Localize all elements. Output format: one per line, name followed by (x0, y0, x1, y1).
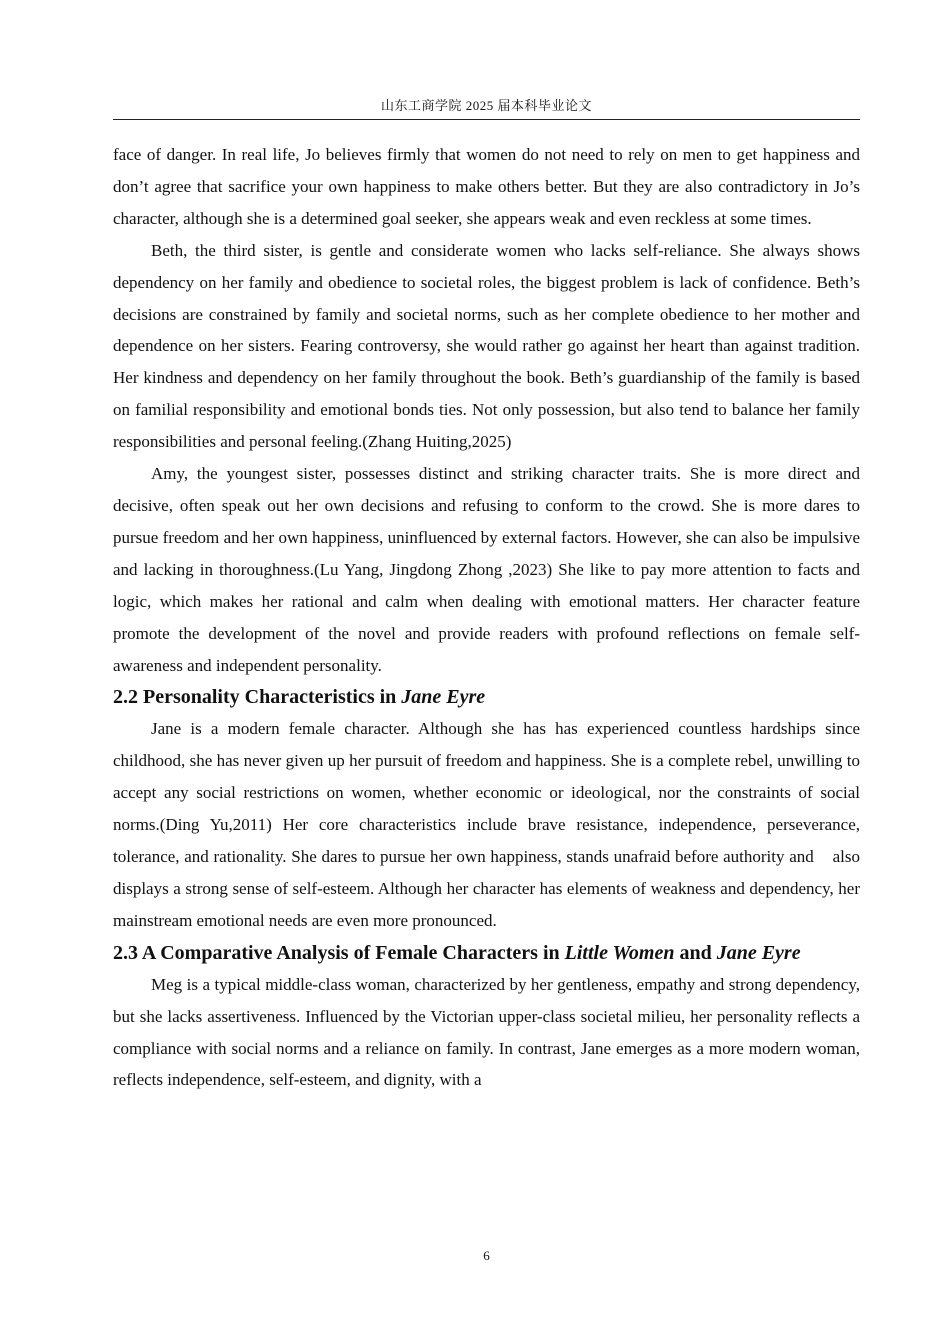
section-heading-2-3 (113, 937, 860, 969)
section-heading-2-3-conjunction: and (674, 941, 717, 964)
paragraph-meg-comparison: Meg is a typical middle-class woman, characterized by her gentleness, empathy and strong dependency, but she lacks assertiveness. Influenced by the Victorian upper-class societal milieu, her personality reflects a compliance with social norms and a reliance on family. In contrast, Jane emerges as a more modern woman, reflects independence, self-esteem, and dignity, with a (113, 974, 860, 1090)
section-heading-2-2-title: Jane Eyre (401, 686, 486, 709)
section-heading-2-2-text: 2.2 Personality Characteristics in (113, 686, 402, 709)
section-heading-2-3-title-2: Jane Eyre (716, 941, 801, 964)
paragraph-jo-continued: face of danger. In real life, Jo believes firmly that women do not need to rely on men to get happiness and don’t agree that sacrifice your own happiness to make others better. But they are also contradictory in Jo’s character, although she is a determined goal seeker, she appears weak and even reckless at some times. (113, 145, 860, 228)
paragraph-amy: Amy, the youngest sister, possesses distinct and striking character traits. She is more direct and decisive, often speak out her own decisions and refusing to conform to the crowd. She is more dares to pursue freedom and her own happiness, uninfluenced by external factors. However, she can also be impulsive and lacking in thoroughness.(Lu Yang, Jingdong Zhong ,2023) She like to pay more attention to facts and logic, which makes her rational and calm when dealing with emotional matters. Her character feature promote the development of the novel and provide readers with profound reflections on female self-awareness and independent personality. (113, 464, 860, 675)
page-header: 山东工商学院 2025 届本科毕业论文 (380, 98, 592, 113)
page-number: 6 (483, 1248, 490, 1263)
body-text (113, 139, 860, 1096)
paragraph-jane: Jane is a modern female character. Although she has has experienced countless hardships since childhood, she has never given up her pursuit of freedom and happiness. She is a complete rebel, unwilling to accept any social restrictions on women, whether economic or ideological, nor the constraints of social norms.(Ding Yu,2011) Her core characteristics include brave resistance, independence, perseverance, tolerance, and rationality. She dares to pursue her own happiness, stands unafraid before authority and also displays a strong sense of self-esteem. Although her character has elements of weakness and dependency, her mainstream emotional needs are even more pronounced. (113, 719, 860, 930)
section-heading-2-3-title-1: Little Women (564, 941, 675, 964)
section-heading-2-2 (113, 681, 860, 713)
section-heading-2-3-text: 2.3 A Comparative Analysis of Female Characters in (113, 941, 565, 964)
header-rule (113, 119, 860, 120)
paragraph-beth: Beth, the third sister, is gentle and considerate women who lacks self-reliance. She always shows dependency on her family and obedience to societal roles, the biggest problem is lack of confidence. Beth’s decisions are constrained by family and societal norms, such as her complete obedience to her mother and dependence on her sisters. Fearing controversy, she would rather go against her heart than against tradition. Her kindness and dependency on her family throughout the book. Beth’s guardianship of the family is based on familial responsibility and emotional bonds ties. Not only possession, but also tend to balance her family responsibilities and personal feeling.(Zhang Huiting,2025) (113, 240, 860, 452)
